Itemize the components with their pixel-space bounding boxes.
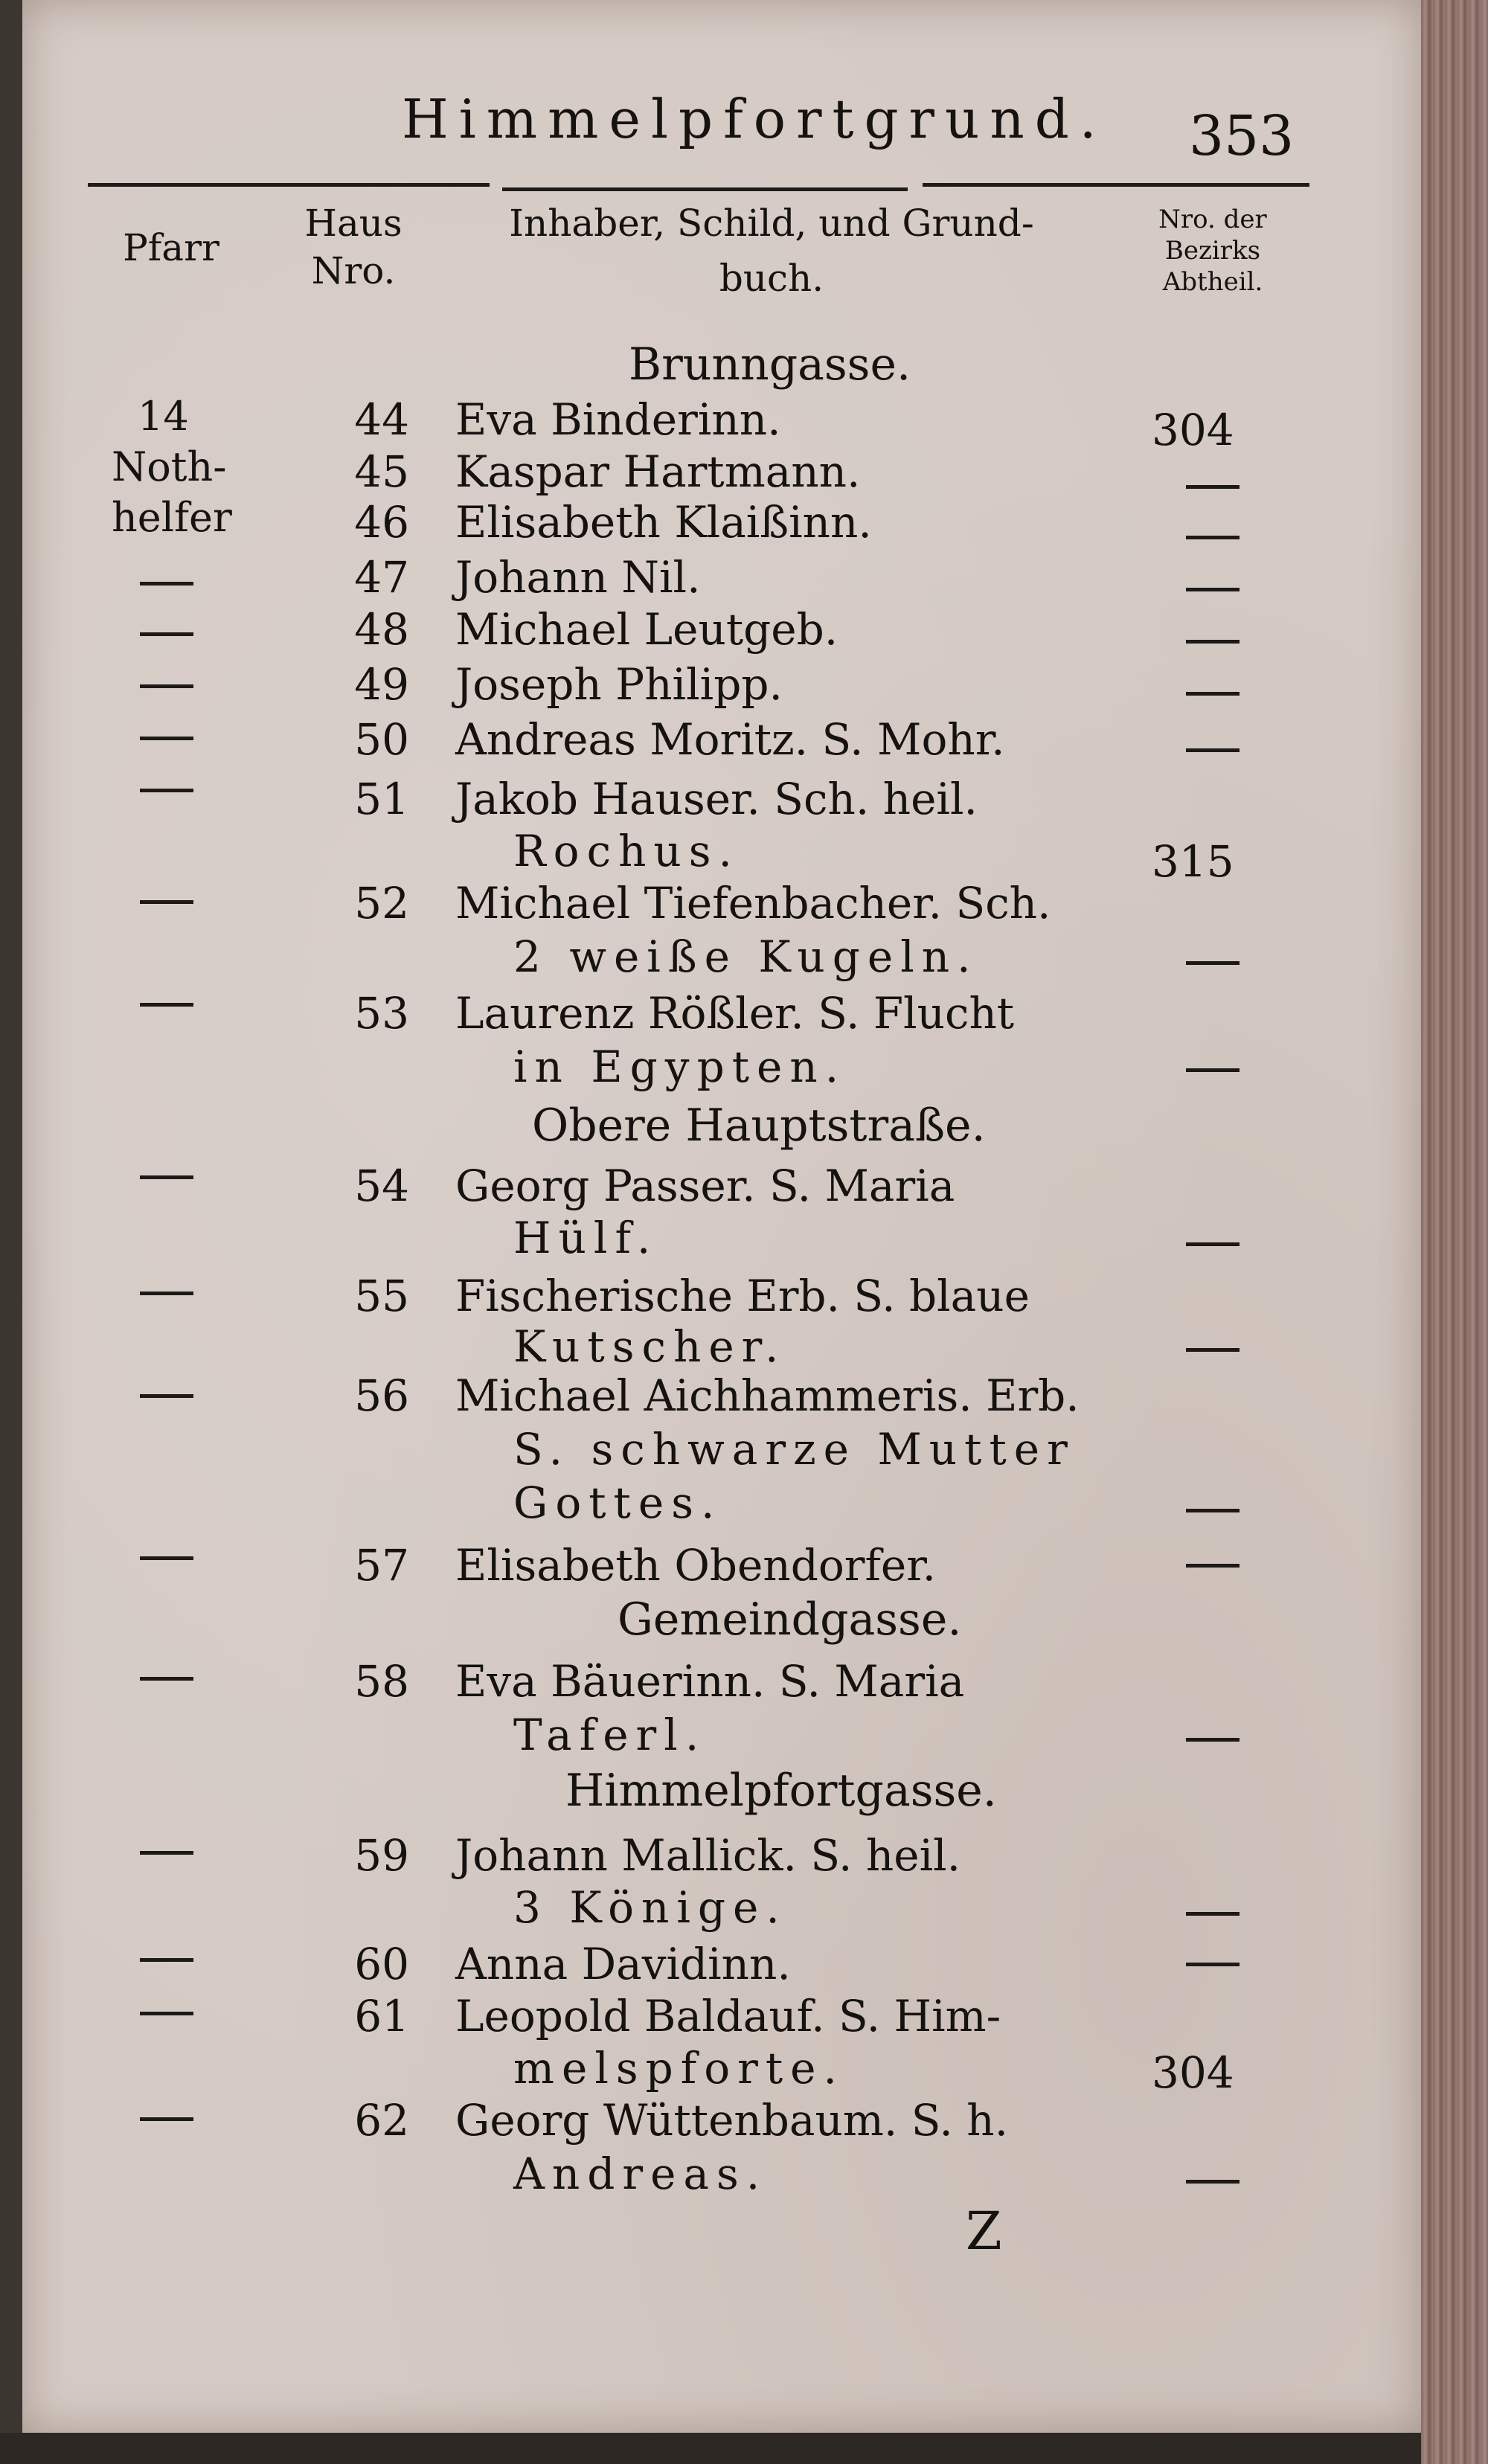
street-heading: Brunngasse. — [629, 339, 911, 391]
ditto-dash — [1186, 640, 1240, 644]
ditto-dash — [140, 684, 193, 688]
house-number: 58 — [354, 1656, 409, 1707]
house-number: 48 — [354, 604, 409, 655]
ditto-dash — [1186, 1068, 1240, 1072]
owner-line: Kaspar Hartmann. — [455, 446, 861, 497]
ditto-dash — [140, 737, 193, 740]
ditto-dash — [1186, 1963, 1240, 1966]
ditto-dash — [140, 1958, 193, 1962]
signature-mark: Z — [966, 2201, 1002, 2262]
col-header-bezirk-2: Bezirks — [1164, 236, 1261, 266]
owner-line-cont: Taferl. — [513, 1710, 707, 1760]
header-rule-middle — [502, 187, 908, 191]
owner-line: Leopold Baldauf. S. Him- — [455, 1991, 1001, 2041]
ditto-dash — [140, 1677, 193, 1681]
pfarr-number: 14 — [138, 393, 189, 440]
pfarr-name-2: helfer — [112, 494, 232, 541]
ditto-dash — [1186, 1242, 1240, 1246]
street-heading: Himmelpfortgasse. — [565, 1765, 997, 1817]
house-number: 60 — [354, 1939, 409, 1989]
owner-line-cont: Gottes. — [513, 1478, 722, 1528]
ditto-dash — [1186, 1912, 1240, 1916]
owner-line: Michael Tiefenbacher. Sch. — [455, 878, 1051, 928]
house-number: 46 — [354, 497, 409, 548]
bezirk-number: 315 — [1152, 836, 1234, 887]
owner-line: Fischerische Erb. S. blaue — [455, 1271, 1030, 1321]
house-number: 49 — [354, 659, 409, 710]
ditto-dash — [140, 1292, 193, 1295]
house-number: 54 — [354, 1161, 409, 1211]
ditto-dash — [1186, 588, 1240, 591]
owner-line: Eva Binderinn. — [455, 394, 781, 445]
owner-line-cont: S. schwarze Mutter — [513, 1424, 1075, 1475]
house-number: 62 — [354, 2095, 409, 2146]
ditto-dash — [1186, 961, 1240, 965]
header-rule-left — [88, 183, 490, 187]
owner-line: Joseph Philipp. — [455, 659, 783, 710]
running-head: Himmelpfortgrund. — [402, 88, 1107, 150]
house-number: 55 — [354, 1271, 409, 1321]
owner-line-cont: Kutscher. — [513, 1321, 786, 1372]
owner-line-cont: in Egypten. — [513, 1042, 847, 1092]
ditto-dash — [140, 900, 193, 904]
owner-line: Andreas Moritz. S. Mohr. — [455, 714, 1005, 765]
header-rule-right — [923, 183, 1309, 187]
col-header-owner-cont: buch. — [719, 257, 824, 300]
house-number: 51 — [354, 774, 409, 824]
street-heading: Obere Hauptstraße. — [532, 1100, 986, 1152]
owner-line: Elisabeth Obendorfer. — [455, 1540, 937, 1591]
bezirk-number: 304 — [1152, 405, 1234, 455]
ditto-dash — [140, 582, 193, 585]
house-number: 45 — [354, 446, 409, 497]
house-number: 57 — [354, 1540, 409, 1591]
house-number: 59 — [354, 1830, 409, 1881]
ditto-dash — [1186, 692, 1240, 696]
house-number: 47 — [354, 552, 409, 603]
col-header-owner: Inhaber, Schild, und Grund- — [509, 202, 1034, 245]
owner-line: Georg Wüttenbaum. S. h. — [455, 2095, 1009, 2146]
owner-line-cont: melspforte. — [513, 2043, 844, 2094]
owner-line-cont: Hülf. — [513, 1213, 658, 1263]
ditto-dash — [1186, 485, 1240, 489]
page-number: 353 — [1189, 104, 1295, 168]
owner-line-cont: Rochus. — [513, 826, 740, 876]
ditto-dash — [1186, 1509, 1240, 1512]
house-number: 44 — [354, 394, 409, 445]
col-header-bezirk-1: Nro. der — [1158, 205, 1267, 234]
owner-line: Michael Leutgeb. — [455, 604, 838, 655]
ditto-dash — [1186, 748, 1240, 752]
ditto-dash — [140, 1003, 193, 1007]
col-header-haus: Haus — [304, 202, 403, 245]
bezirk-number: 304 — [1152, 2047, 1234, 2098]
street-heading: Gemeindgasse. — [618, 1594, 962, 1646]
ditto-dash — [1186, 1348, 1240, 1352]
owner-line: Elisabeth Klaißinn. — [455, 497, 872, 548]
ditto-dash — [140, 632, 193, 636]
ditto-dash — [1186, 2180, 1240, 2184]
owner-line-cont: 2 weiße Kugeln. — [513, 931, 978, 982]
pfarr-name-1: Noth- — [112, 443, 227, 490]
ditto-dash — [140, 2012, 193, 2015]
col-header-pfarr: Pfarr — [123, 226, 219, 269]
owner-line: Michael Aichhammeris. Erb. — [455, 1370, 1080, 1421]
owner-line: Jakob Hauser. Sch. heil. — [455, 774, 978, 824]
book-bottom-edge — [0, 2433, 1421, 2464]
ditto-dash — [1186, 1564, 1240, 1568]
house-number: 53 — [354, 988, 409, 1039]
ditto-dash — [140, 1394, 193, 1398]
owner-line: Eva Bäuerinn. S. Maria — [455, 1656, 965, 1707]
col-header-nro: Nro. — [311, 249, 396, 292]
owner-line: Anna Davidinn. — [455, 1939, 791, 1989]
ditto-dash — [140, 1556, 193, 1560]
owner-line: Johann Mallick. S. heil. — [455, 1830, 961, 1881]
owner-line-cont: Andreas. — [513, 2149, 768, 2199]
ditto-dash — [140, 1175, 193, 1179]
owner-line: Georg Passer. S. Maria — [455, 1161, 955, 1211]
ditto-dash — [140, 2117, 193, 2121]
ditto-dash — [1186, 1738, 1240, 1742]
ditto-dash — [140, 789, 193, 792]
ditto-dash — [1186, 536, 1240, 539]
owner-line: Johann Nil. — [455, 552, 701, 603]
house-number: 61 — [354, 1991, 409, 2041]
owner-line-cont: 3 Könige. — [513, 1882, 787, 1933]
ditto-dash — [140, 1851, 193, 1855]
owner-line: Laurenz Rößler. S. Flucht — [455, 988, 1015, 1039]
house-number: 56 — [354, 1370, 409, 1421]
col-header-bezirk-3: Abtheil. — [1162, 267, 1263, 297]
house-number: 52 — [354, 878, 409, 928]
book-page-edges — [1421, 0, 1488, 2464]
house-number: 50 — [354, 714, 409, 765]
